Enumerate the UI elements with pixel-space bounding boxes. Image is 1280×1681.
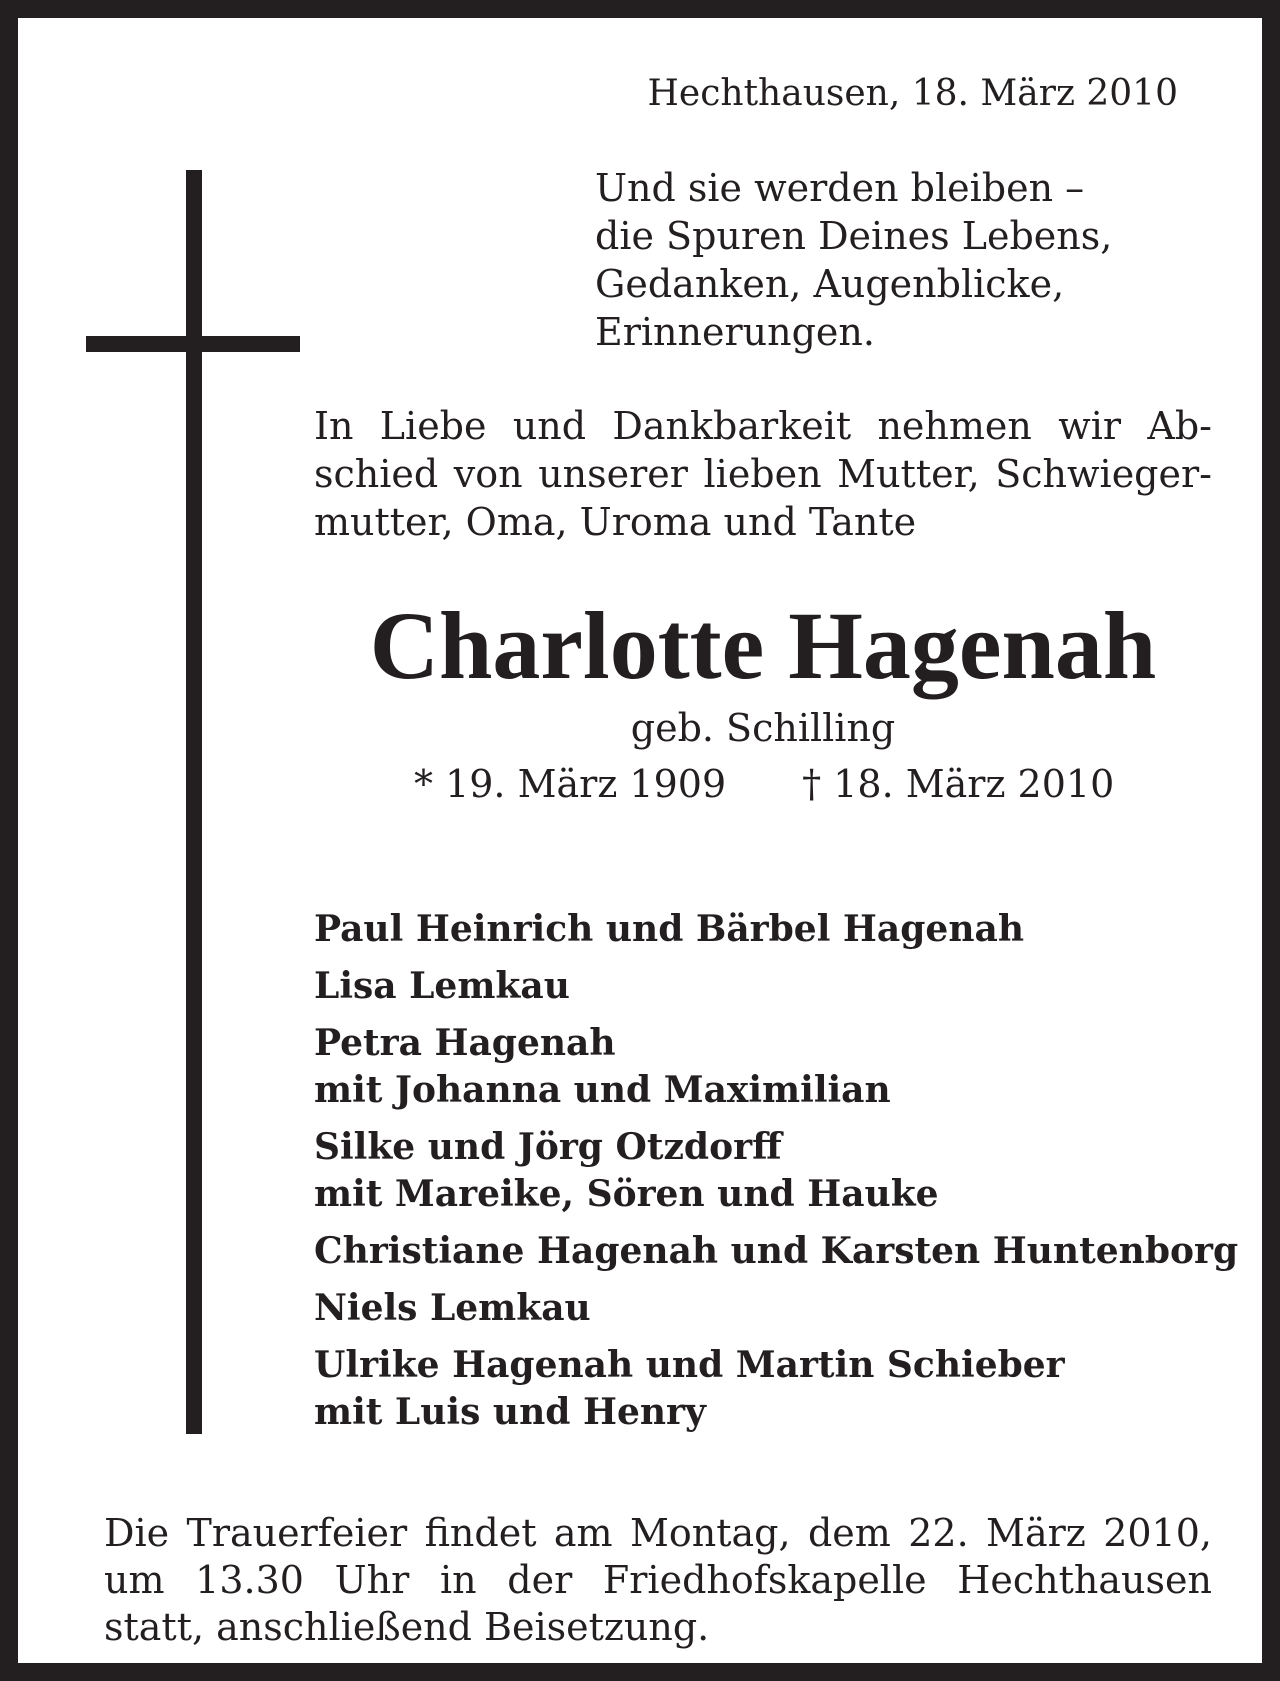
- statement-line: mutter, Oma, Uroma und Tante: [314, 500, 917, 544]
- verse-line: Und sie werden bleiben –: [595, 166, 1085, 210]
- mourner-line: Christiane Hagenah und Karsten Huntenborg: [314, 1230, 1239, 1272]
- mourner-line: mit Johanna und Maximilian: [314, 1069, 891, 1111]
- mourner-line: Ulrike Hagenah und Martin Schieber: [314, 1344, 1065, 1386]
- mourner-entry: [314, 1124, 1238, 1218]
- birth-name: geb. Schilling: [630, 706, 896, 750]
- funeral-line: statt, anschließend Beisetzung.: [104, 1605, 710, 1649]
- funeral-line: Die Trauerfeier findet am Montag, dem 22. März 2010,: [104, 1511, 1212, 1555]
- mourner-line: Petra Hagenah: [314, 1022, 616, 1064]
- mourner-line: mit Luis und Henry: [314, 1391, 706, 1433]
- birth-date: * 19. März 1909: [414, 762, 727, 806]
- statement-line: schied von unserer lieben Mutter, Schwieger-: [314, 452, 1212, 496]
- funeral-line: um 13.30 Uhr in der Friedhofskapelle Hechthausen: [104, 1558, 1212, 1602]
- deceased-name: Charlotte Hagenah: [369, 592, 1157, 699]
- mourner-line: mit Mareike, Sören und Hauke: [314, 1173, 939, 1215]
- mourner-line: Niels Lemkau: [314, 1287, 591, 1329]
- statement-line: In Liebe und Dankbarkeit nehmen wir Ab-: [314, 404, 1212, 448]
- mourner-line: Lisa Lemkau: [314, 965, 570, 1007]
- farewell-statement: [314, 402, 1212, 546]
- verse-line: die Spuren Deines Lebens,: [595, 214, 1113, 258]
- memorial-verse: [595, 164, 1112, 356]
- mourner-entry: [314, 1020, 1238, 1114]
- cross-icon-horizontal-beam: [86, 336, 300, 352]
- life-dates: [414, 760, 1114, 808]
- mourner-entry: [314, 1342, 1238, 1436]
- funeral-announcement: [104, 1510, 1212, 1651]
- mourner-entry: [314, 1285, 1238, 1332]
- mourners-list: [314, 906, 1238, 1446]
- verse-line: Erinnerungen.: [595, 310, 875, 354]
- mourner-entry: [314, 963, 1238, 1010]
- mourner-entry: [314, 906, 1238, 953]
- mourner-entry: [314, 1228, 1238, 1275]
- verse-line: Gedanken, Augenblicke,: [595, 262, 1065, 306]
- place-date: Hechthausen, 18. März 2010: [647, 73, 1178, 114]
- death-date: † 18. März 2010: [802, 762, 1115, 806]
- mourner-line: Silke und Jörg Otzdorff: [314, 1126, 782, 1168]
- cross-icon-vertical-beam: [186, 170, 202, 1434]
- mourner-line: Paul Heinrich und Bärbel Hagenah: [314, 908, 1024, 950]
